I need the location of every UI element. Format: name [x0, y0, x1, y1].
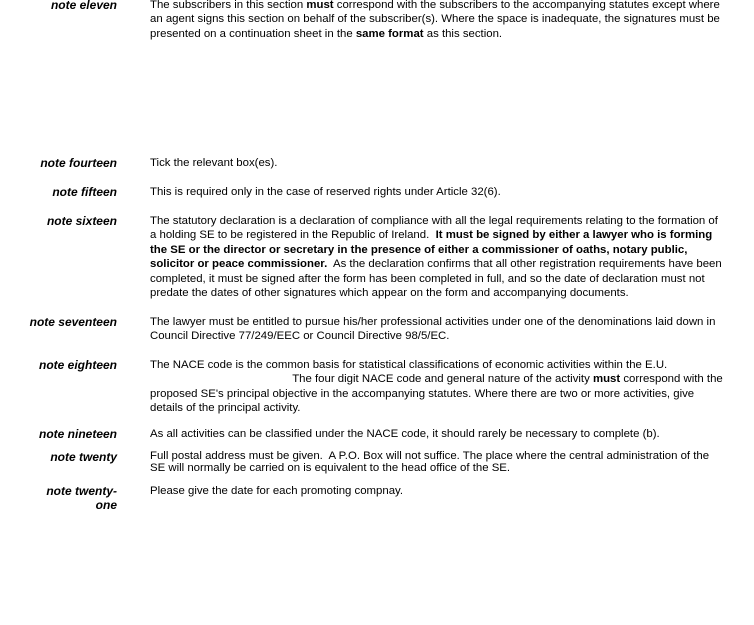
note-text — [150, 484, 754, 498]
note-text — [150, 156, 754, 170]
note-text-line: The subscribers in this section must correspond with the subscribers to the accompanying statutes except where — [150, 0, 720, 11]
emphasis-text: the SE or the director or secretary in the presence of either a commissioner of oaths, notary public, — [150, 243, 688, 256]
note-text-line: details of the principal activity. — [150, 402, 301, 415]
emphasis-text: solicitor or peace commissioner. — [150, 258, 328, 271]
emphasis-text: It must be signed by either a lawyer who is forming — [435, 229, 713, 242]
note-label: note eleven — [50, 0, 117, 12]
note-text-line: completed, it must be signed after the form has been completed in full, and so the date of declaration must not — [150, 272, 705, 285]
note-label: note fifteen — [52, 185, 117, 199]
note-text — [150, 214, 754, 300]
note-text-line: The lawyer must be entitled to pursue his/her professional activities under one of the denominations laid down in — [150, 316, 716, 328]
note-text-line: Tick the relevant box(es). — [150, 157, 278, 169]
note-text-line: Full postal address must be given. A P.O. Box will not suffice. The place where the central administration of the — [150, 450, 710, 462]
note-label: note seventeen — [29, 315, 117, 329]
note-label-line: one — [95, 498, 117, 512]
note-text-line: solicitor or peace commissioner. As the declaration confirms that all other registration requirements have been — [150, 258, 722, 271]
note-text — [150, 427, 754, 441]
emphasis-text: must — [306, 0, 334, 11]
note-text-line: proposed SE's principal objective in the accompanying statutes. Where there are two or more activities, give — [150, 387, 695, 400]
note-text — [150, 450, 754, 474]
note-label: note nineteen — [38, 427, 117, 441]
note-label: note eighteen — [38, 358, 117, 372]
note-text-line — [150, 243, 754, 257]
note-text-line: an agent signs this section on behalf of the subscriber(s). Where the space is inadequate, the signatures must be — [150, 13, 720, 26]
note-text — [150, 358, 754, 416]
note-text — [150, 0, 754, 41]
note-label-line: note twenty- — [46, 484, 117, 498]
note-text-line: This is required only in the case of reserved rights under Article 32(6). — [150, 186, 501, 198]
note-text-line: presented on a continuation sheet in the same format as this section. — [150, 27, 503, 40]
emphasis-text: same format — [355, 27, 424, 40]
note-text-line: As all activities can be classified under the NACE code, it should rarely be necessary to complete (b). — [150, 428, 660, 440]
note-label: note twenty — [50, 450, 117, 464]
note-text-line: Please give the date for each promoting compnay. — [150, 485, 404, 497]
note-text-line: The statutory declaration is a declaration of compliance with all the legal requirements relating to the formation of — [150, 215, 718, 227]
note-text — [150, 185, 754, 199]
note-label — [0, 484, 117, 512]
note-text-line: Council Directive 77/249/EEC or Council Directive 98/5/EC. — [150, 330, 450, 343]
note-text-line: SE will normally be carried on is equivalent to the head office of the SE. — [150, 462, 511, 474]
note-text-line: a holding SE to be registered in the Republic of Ireland. It must be signed by either a lawyer who is forming — [150, 229, 713, 242]
emphasis-text: must — [592, 373, 621, 386]
note-text-line: The four digit NACE code and general nature of the activity must correspond with the — [150, 373, 723, 386]
note-text — [150, 315, 754, 344]
note-label: note fourteen — [40, 156, 117, 170]
note-text-line: predate the dates of other signatures which appear on the form and accompanying documents. — [150, 287, 629, 300]
note-label: note sixteen — [46, 214, 117, 228]
note-text-line: The NACE code is the common basis for statistical classifications of economic activities within the E.U. — [150, 359, 668, 371]
